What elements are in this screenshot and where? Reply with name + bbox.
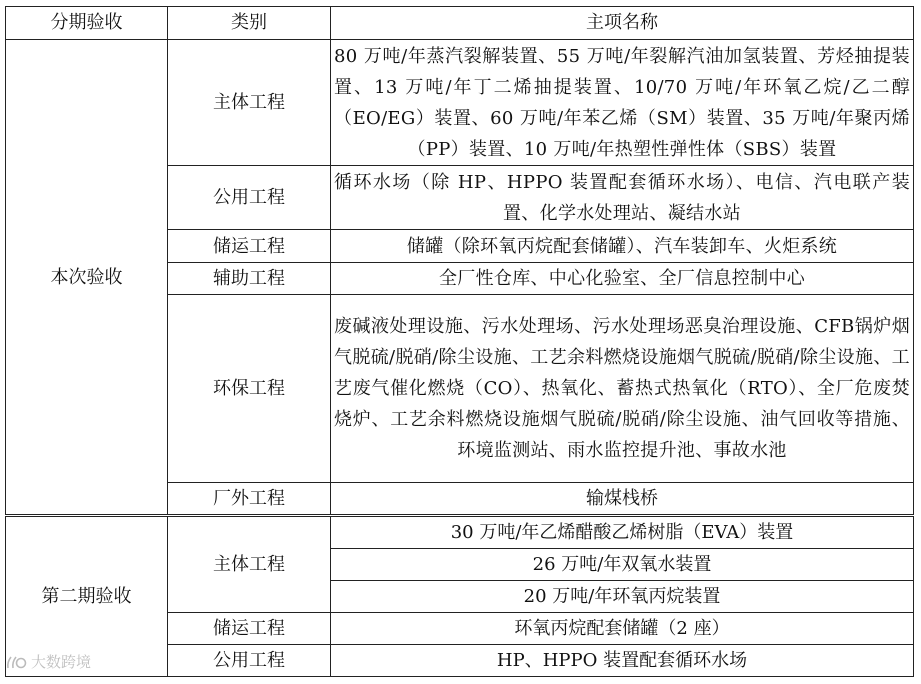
category-cell: 公用工程 bbox=[168, 645, 331, 677]
header-category: 类别 bbox=[168, 7, 331, 40]
table-row bbox=[6, 516, 914, 549]
category-cell: 储运工程 bbox=[168, 230, 331, 263]
items-cell: 全厂性仓库、中心化验室、全厂信息控制中心 bbox=[331, 263, 914, 295]
items-cell: 26 万吨/年双氧水装置 bbox=[331, 549, 914, 581]
phase1-label: 本次验收 bbox=[6, 40, 168, 516]
items-cell: 储罐（除环氧丙烷配套储罐）、汽车装卸车、火炬系统 bbox=[331, 230, 914, 263]
category-cell: 厂外工程 bbox=[168, 483, 331, 516]
items-cell: 循环水场（除 HP、HPPO 装置配套循环水场）、电信、汽电联产装置、化学水处理站、凝结水站 bbox=[331, 166, 914, 230]
items-cell: 废碱液处理设施、污水处理场、污水处理场恶臭治理设施、CFB锅炉烟气脱硫/脱硝/除尘设施、工艺余料燃烧设施烟气脱硫/脱硝/除尘设施、工艺废气催化燃烧（CO）、热氧化、蓄热式热氧化（RTO）、全厂危废焚烧炉、工艺余料燃烧设施烟气脱硫/脱硝/除尘设施、油气回收等措施、环境监测站、雨水监控提升池、事故水池 bbox=[331, 295, 914, 483]
items-cell: 20 万吨/年环氧丙烷装置 bbox=[331, 581, 914, 613]
items-cell: HP、HPPO 装置配套循环水场 bbox=[331, 645, 914, 677]
items-cell: 环氧丙烷配套储罐（2 座） bbox=[331, 613, 914, 645]
items-cell: 输煤栈桥 bbox=[331, 483, 914, 516]
table-row bbox=[6, 40, 914, 166]
category-cell: 主体工程 bbox=[168, 40, 331, 166]
watermark-text: 大数跨境 bbox=[31, 653, 92, 671]
header-phase: 分期验收 bbox=[6, 7, 168, 40]
watermark-logo-icon bbox=[6, 654, 28, 670]
category-cell: 储运工程 bbox=[168, 613, 331, 645]
header-item-name: 主项名称 bbox=[331, 7, 914, 40]
category-cell: 公用工程 bbox=[168, 166, 331, 230]
items-cell: 30 万吨/年乙烯醋酸乙烯树脂（EVA）装置 bbox=[331, 516, 914, 549]
items-cell: 80 万吨/年蒸汽裂解装置、55 万吨/年裂解汽油加氢装置、芳烃抽提装置、13 万吨/年丁二烯抽提装置、10/70 万吨/年环氧乙烷/乙二醇（EO/EG）装置、60 万吨/年苯乙烯（SM）装置、35 万吨/年聚丙烯（PP）装置、10 万吨/年热塑性弹性体（SBS）装置 bbox=[331, 40, 914, 166]
phase2-label: 第二期验收 bbox=[6, 516, 168, 677]
category-cell: 环保工程 bbox=[168, 295, 331, 483]
category-cell: 辅助工程 bbox=[168, 263, 331, 295]
watermark bbox=[6, 651, 91, 672]
acceptance-table bbox=[5, 6, 914, 677]
category-cell: 主体工程 bbox=[168, 516, 331, 613]
header-row bbox=[6, 7, 914, 40]
